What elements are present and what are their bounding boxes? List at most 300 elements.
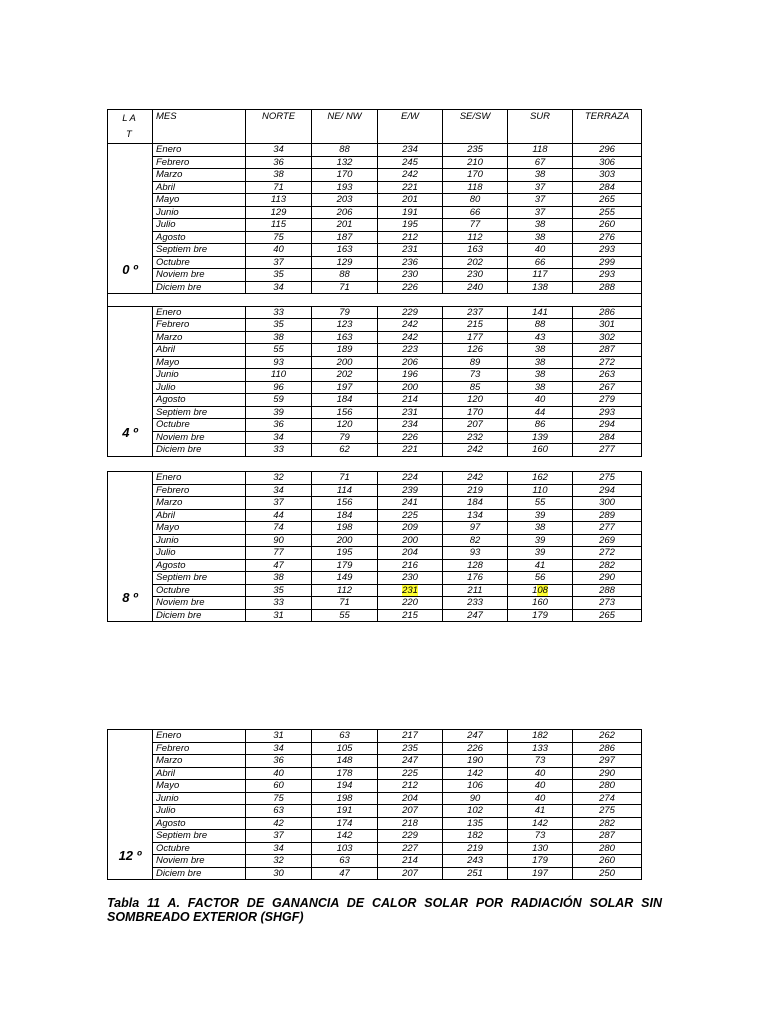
value-cell: 37 — [246, 830, 312, 843]
table-row — [108, 169, 642, 182]
value-cell: 75 — [246, 231, 312, 244]
value-cell: 77 — [443, 219, 508, 232]
value-cell: 160 — [508, 597, 573, 610]
value-cell: 184 — [312, 509, 378, 522]
value-cell: 226 — [378, 431, 443, 444]
value-cell: 79 — [312, 431, 378, 444]
table-row — [108, 472, 642, 485]
value-cell: 40 — [246, 244, 312, 257]
value-cell: 97 — [443, 522, 508, 535]
table-row — [108, 559, 642, 572]
value-cell: 142 — [508, 817, 573, 830]
value-cell: 96 — [246, 381, 312, 394]
value-cell: 293 — [573, 244, 642, 257]
value-cell: 112 — [312, 584, 378, 597]
table-row — [108, 431, 642, 444]
table-row — [108, 306, 642, 319]
value-cell: 242 — [378, 169, 443, 182]
value-cell: 39 — [508, 509, 573, 522]
value-cell: 288 — [573, 584, 642, 597]
value-cell — [378, 584, 443, 597]
month-cell: Febrero — [153, 319, 246, 332]
value-cell: 251 — [443, 867, 508, 880]
value-cell: 71 — [312, 597, 378, 610]
value-cell: 56 — [508, 572, 573, 585]
value-cell: 34 — [246, 281, 312, 294]
value-cell: 118 — [508, 144, 573, 157]
value-cell: 38 — [508, 369, 573, 382]
value-cell: 39 — [508, 547, 573, 560]
value-cell: 115 — [246, 219, 312, 232]
table-row — [108, 855, 642, 868]
table-row — [108, 381, 642, 394]
value-cell: 221 — [378, 181, 443, 194]
value-cell: 170 — [312, 169, 378, 182]
value-cell: 225 — [378, 767, 443, 780]
value-cell: 38 — [246, 331, 312, 344]
value-cell: 179 — [508, 855, 573, 868]
value-cell: 282 — [573, 559, 642, 572]
value-cell: 73 — [508, 830, 573, 843]
value-cell: 170 — [443, 169, 508, 182]
table-row — [108, 742, 642, 755]
value-cell: 55 — [508, 497, 573, 510]
month-cell: Abril — [153, 509, 246, 522]
table-row — [108, 805, 642, 818]
value-cell: 93 — [246, 356, 312, 369]
value-cell: 117 — [508, 269, 573, 282]
header-e-w: E/W — [378, 110, 443, 144]
value-cell: 55 — [246, 344, 312, 357]
table-row — [108, 509, 642, 522]
value-cell: 71 — [312, 281, 378, 294]
table-row — [108, 231, 642, 244]
value-cell: 128 — [443, 559, 508, 572]
value-cell: 203 — [312, 194, 378, 207]
value-cell: 302 — [573, 331, 642, 344]
value-cell: 170 — [443, 406, 508, 419]
table-row — [108, 484, 642, 497]
value-cell: 301 — [573, 319, 642, 332]
value-cell: 290 — [573, 572, 642, 585]
value-cell: 86 — [508, 419, 573, 432]
value-cell: 47 — [246, 559, 312, 572]
value-cell: 191 — [378, 206, 443, 219]
value-cell: 62 — [312, 444, 378, 457]
value-cell: 212 — [378, 780, 443, 793]
value-cell: 202 — [312, 369, 378, 382]
header-lat-part2: T — [126, 129, 134, 140]
value-cell: 272 — [573, 547, 642, 560]
month-cell: Noviem bre — [153, 269, 246, 282]
value-cell: 230 — [378, 269, 443, 282]
value-cell: 216 — [378, 559, 443, 572]
value-cell: 123 — [312, 319, 378, 332]
table-row — [108, 269, 642, 282]
value-cell: 275 — [573, 805, 642, 818]
table-row — [108, 394, 642, 407]
value-cell: 231 — [378, 406, 443, 419]
value-cell: 242 — [378, 331, 443, 344]
value-cell: 217 — [378, 730, 443, 743]
value-cell: 103 — [312, 842, 378, 855]
value-cell: 209 — [378, 522, 443, 535]
table-row — [108, 867, 642, 880]
value-cell: 230 — [378, 572, 443, 585]
month-cell: Diciem bre — [153, 444, 246, 457]
value-cell: 200 — [378, 534, 443, 547]
month-cell: Agosto — [153, 231, 246, 244]
month-cell: Septiem bre — [153, 572, 246, 585]
value-cell: 82 — [443, 534, 508, 547]
value-cell: 37 — [508, 194, 573, 207]
header-mes: MES — [153, 110, 246, 144]
value-cell: 63 — [246, 805, 312, 818]
value-cell: 206 — [312, 206, 378, 219]
value-cell: 262 — [573, 730, 642, 743]
value-cell: 135 — [443, 817, 508, 830]
value-cell: 142 — [312, 830, 378, 843]
value-cell: 32 — [246, 855, 312, 868]
value-cell: 265 — [573, 194, 642, 207]
value-cell: 184 — [443, 497, 508, 510]
value-cell: 227 — [378, 842, 443, 855]
table-row — [108, 534, 642, 547]
month-cell: Febrero — [153, 742, 246, 755]
value-cell: 220 — [378, 597, 443, 610]
month-cell: Abril — [153, 344, 246, 357]
month-cell: Agosto — [153, 817, 246, 830]
value-cell: 47 — [312, 867, 378, 880]
table-row — [108, 584, 642, 597]
value-cell: 162 — [508, 472, 573, 485]
value-cell: 190 — [443, 755, 508, 768]
month-cell: Octubre — [153, 842, 246, 855]
value-cell: 286 — [573, 306, 642, 319]
header-lat-part1: LA — [122, 113, 138, 124]
month-cell: Octubre — [153, 419, 246, 432]
table-row — [108, 497, 642, 510]
value-cell: 134 — [443, 509, 508, 522]
value-cell: 132 — [312, 156, 378, 169]
value-cell: 31 — [246, 730, 312, 743]
value-cell: 276 — [573, 231, 642, 244]
value-cell: 31 — [246, 609, 312, 622]
value-cell: 229 — [378, 306, 443, 319]
value-cell: 80 — [443, 194, 508, 207]
header-se-sw: SE/SW — [443, 110, 508, 144]
value-cell: 120 — [312, 419, 378, 432]
value-cell: 37 — [508, 206, 573, 219]
value-cell: 242 — [378, 319, 443, 332]
value-cell: 293 — [573, 406, 642, 419]
value-cell: 198 — [312, 792, 378, 805]
value-cell: 71 — [246, 181, 312, 194]
value-cell: 189 — [312, 344, 378, 357]
value-cell: 90 — [443, 792, 508, 805]
value-cell: 200 — [312, 534, 378, 547]
table-row — [108, 144, 642, 157]
month-cell: Mayo — [153, 522, 246, 535]
value-cell: 219 — [443, 842, 508, 855]
value-cell: 40 — [246, 767, 312, 780]
table-row — [108, 344, 642, 357]
value-cell: 126 — [443, 344, 508, 357]
value-cell: 187 — [312, 231, 378, 244]
month-cell: Marzo — [153, 497, 246, 510]
value-cell: 37 — [508, 181, 573, 194]
month-cell: Diciem bre — [153, 867, 246, 880]
value-cell: 274 — [573, 792, 642, 805]
month-cell: Agosto — [153, 559, 246, 572]
table-row — [108, 369, 642, 382]
month-cell: Junio — [153, 792, 246, 805]
value-cell: 267 — [573, 381, 642, 394]
value-cell: 280 — [573, 842, 642, 855]
header-terraza: TERRAZA — [573, 110, 642, 144]
table-row — [108, 331, 642, 344]
value-cell: 211 — [443, 584, 508, 597]
value-cell: 277 — [573, 444, 642, 457]
value-cell: 34 — [246, 484, 312, 497]
shgf-table-3 — [107, 729, 642, 880]
value-cell: 215 — [443, 319, 508, 332]
value-cell: 41 — [508, 559, 573, 572]
value-cell: 201 — [312, 219, 378, 232]
value-cell: 226 — [378, 281, 443, 294]
value-cell: 129 — [312, 256, 378, 269]
value-cell: 85 — [443, 381, 508, 394]
value-cell: 287 — [573, 830, 642, 843]
value-cell: 231 — [378, 244, 443, 257]
month-cell: Enero — [153, 144, 246, 157]
value-cell: 255 — [573, 206, 642, 219]
table-row — [108, 244, 642, 257]
month-cell: Marzo — [153, 169, 246, 182]
value-cell: 184 — [312, 394, 378, 407]
value-cell: 233 — [443, 597, 508, 610]
value-cell: 129 — [246, 206, 312, 219]
latitude-label: 8 º — [108, 472, 153, 622]
value-cell: 40 — [508, 780, 573, 793]
value-cell: 182 — [508, 730, 573, 743]
value-cell: 88 — [312, 269, 378, 282]
month-cell: Junio — [153, 369, 246, 382]
month-cell: Marzo — [153, 755, 246, 768]
table-row — [108, 256, 642, 269]
value-cell: 293 — [573, 269, 642, 282]
value-cell: 40 — [508, 792, 573, 805]
table-row — [108, 547, 642, 560]
value-cell: 290 — [573, 767, 642, 780]
month-cell: Abril — [153, 181, 246, 194]
value-cell: 284 — [573, 431, 642, 444]
value-cell: 195 — [378, 219, 443, 232]
table-row — [108, 406, 642, 419]
month-cell: Junio — [153, 206, 246, 219]
value-cell: 73 — [443, 369, 508, 382]
value-cell: 201 — [378, 194, 443, 207]
value-cell: 38 — [508, 344, 573, 357]
value-cell: 36 — [246, 419, 312, 432]
value-cell: 250 — [573, 867, 642, 880]
month-cell: Septiem bre — [153, 406, 246, 419]
value-cell: 38 — [246, 169, 312, 182]
value-cell: 66 — [508, 256, 573, 269]
value-cell: 286 — [573, 742, 642, 755]
value-cell: 34 — [246, 842, 312, 855]
table-row — [108, 842, 642, 855]
value-cell: 247 — [443, 730, 508, 743]
month-cell: Abril — [153, 767, 246, 780]
value-cell: 102 — [443, 805, 508, 818]
value-cell: 156 — [312, 406, 378, 419]
value-cell: 207 — [378, 867, 443, 880]
value-cell: 202 — [443, 256, 508, 269]
value-cell: 207 — [443, 419, 508, 432]
value-cell: 112 — [443, 231, 508, 244]
value-cell: 196 — [378, 369, 443, 382]
value-cell: 210 — [443, 156, 508, 169]
month-cell: Octubre — [153, 584, 246, 597]
month-cell: Noviem bre — [153, 855, 246, 868]
value-cell: 200 — [312, 356, 378, 369]
header-norte: NORTE — [246, 110, 312, 144]
value-cell: 197 — [508, 867, 573, 880]
value-cell: 235 — [378, 742, 443, 755]
value-cell: 198 — [312, 522, 378, 535]
value-cell: 260 — [573, 855, 642, 868]
month-cell: Noviem bre — [153, 431, 246, 444]
value-cell: 294 — [573, 419, 642, 432]
table-row — [108, 730, 642, 743]
header-lat — [108, 110, 153, 144]
value-cell: 42 — [246, 817, 312, 830]
value-cell: 263 — [573, 369, 642, 382]
highlighted-value: 231 — [402, 584, 418, 596]
value-cell: 243 — [443, 855, 508, 868]
month-cell: Enero — [153, 472, 246, 485]
value-cell: 38 — [508, 219, 573, 232]
value-cell: 39 — [246, 406, 312, 419]
value-cell: 204 — [378, 792, 443, 805]
value-cell: 237 — [443, 306, 508, 319]
value-cell: 93 — [443, 547, 508, 560]
value-cell: 74 — [246, 522, 312, 535]
value-cell: 226 — [443, 742, 508, 755]
value-cell: 33 — [246, 597, 312, 610]
value-cell: 90 — [246, 534, 312, 547]
value-cell: 39 — [508, 534, 573, 547]
table-row — [108, 194, 642, 207]
shgf-table-2 — [107, 471, 642, 622]
month-cell: Diciem bre — [153, 609, 246, 622]
value-cell: 118 — [443, 181, 508, 194]
value-cell: 247 — [378, 755, 443, 768]
value-cell: 32 — [246, 472, 312, 485]
value-cell: 36 — [246, 156, 312, 169]
value-cell: 34 — [246, 742, 312, 755]
table-row — [108, 419, 642, 432]
month-cell: Julio — [153, 219, 246, 232]
value-cell: 33 — [246, 444, 312, 457]
value-cell: 33 — [246, 306, 312, 319]
value-cell: 160 — [508, 444, 573, 457]
month-cell: Febrero — [153, 156, 246, 169]
value-cell: 38 — [246, 572, 312, 585]
value-cell: 66 — [443, 206, 508, 219]
value-cell: 148 — [312, 755, 378, 768]
value-cell: 221 — [378, 444, 443, 457]
value-cell: 206 — [378, 356, 443, 369]
value-cell: 214 — [378, 855, 443, 868]
table-row — [108, 206, 642, 219]
value-cell: 300 — [573, 497, 642, 510]
value-cell: 34 — [246, 144, 312, 157]
value-cell: 44 — [508, 406, 573, 419]
value-cell: 277 — [573, 522, 642, 535]
value-cell: 88 — [312, 144, 378, 157]
table-row — [108, 156, 642, 169]
month-cell: Julio — [153, 547, 246, 560]
value-cell: 63 — [312, 730, 378, 743]
table-row — [108, 792, 642, 805]
table-row — [108, 281, 642, 294]
table-caption: Tabla 11 A. FACTOR DE GANANCIA DE CALOR SOLAR POR RADIACIÓN SOLAR SIN SOMBREADO EXTERIOR (SHGF) — [107, 896, 662, 924]
header-row — [108, 110, 642, 144]
value-cell: 113 — [246, 194, 312, 207]
value-cell: 247 — [443, 609, 508, 622]
value-cell: 236 — [378, 256, 443, 269]
value-cell: 79 — [312, 306, 378, 319]
value-cell: 142 — [443, 767, 508, 780]
value-cell: 163 — [443, 244, 508, 257]
value-cell: 174 — [312, 817, 378, 830]
value-cell: 36 — [246, 755, 312, 768]
value-cell: 194 — [312, 780, 378, 793]
table-row — [108, 219, 642, 232]
latitude-label: 4 º — [108, 306, 153, 456]
value-cell: 108 — [508, 584, 573, 597]
value-cell: 265 — [573, 609, 642, 622]
value-cell: 303 — [573, 169, 642, 182]
value-cell: 177 — [443, 331, 508, 344]
month-cell: Diciem bre — [153, 281, 246, 294]
value-cell: 89 — [443, 356, 508, 369]
table-row — [108, 444, 642, 457]
value-cell: 105 — [312, 742, 378, 755]
header-sur: SUR — [508, 110, 573, 144]
value-cell: 63 — [312, 855, 378, 868]
value-cell: 139 — [508, 431, 573, 444]
value-cell: 149 — [312, 572, 378, 585]
value-cell: 272 — [573, 356, 642, 369]
table-row — [108, 597, 642, 610]
value-cell: 193 — [312, 181, 378, 194]
value-cell: 156 — [312, 497, 378, 510]
value-cell: 163 — [312, 244, 378, 257]
month-cell: Mayo — [153, 194, 246, 207]
value-cell: 288 — [573, 281, 642, 294]
value-cell: 38 — [508, 522, 573, 535]
month-cell: Mayo — [153, 780, 246, 793]
table-row — [108, 181, 642, 194]
table-row — [108, 780, 642, 793]
value-cell: 37 — [246, 497, 312, 510]
value-cell: 38 — [508, 231, 573, 244]
value-cell: 212 — [378, 231, 443, 244]
value-cell: 242 — [443, 472, 508, 485]
